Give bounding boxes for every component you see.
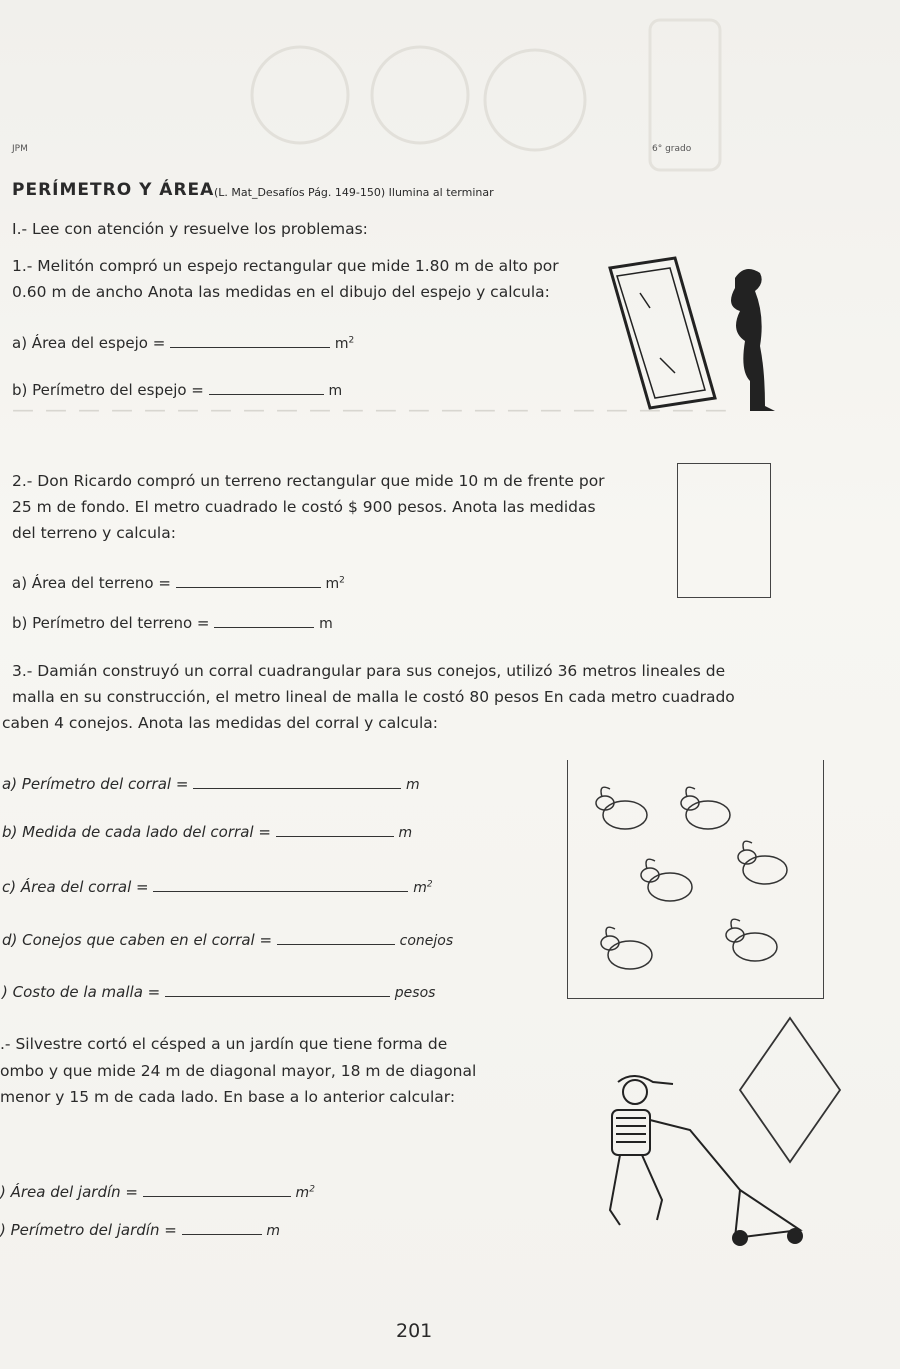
faded-background-text: — — — — — — — — — — — — — — — — — — — — — — <box>12 398 729 423</box>
problem4-area-question <box>0 1182 315 1201</box>
area-unit: $m^2$ <box>325 575 345 592</box>
problem1-line1: 1.- Melitón compró un espejo rectangular que mide 1.80 m de alto por <box>12 257 559 275</box>
boy-lawnmower-illustration <box>580 1060 830 1250</box>
problem2-line1: 2.- Don Ricardo compró un terreno rectangular que mide 10 m de frente por <box>12 472 605 490</box>
rabbits-unit: conejos <box>399 933 454 949</box>
land-perimeter-answer-field[interactable] <box>214 613 314 628</box>
problem4-line3: menor y 15 m de cada lado. En base a lo anterior calcular: <box>0 1088 456 1106</box>
problem3-line2: malla en su construcción, el metro lineal de malla le costó 80 pesos En cada metro cuadrado <box>12 688 735 706</box>
area-label: ) Área del jardín = <box>0 1183 138 1201</box>
garden-area-answer-field[interactable] <box>143 1182 291 1197</box>
grade-label: 6° grado <box>652 144 692 154</box>
problem3-perimeter-question <box>2 774 420 793</box>
page-title: PERÍMETRO Y ÁREA <box>12 180 215 200</box>
perimeter-unit: m <box>405 777 420 793</box>
cost-label: ) Costo de la malla = <box>2 983 161 1001</box>
teacher-code: JPM <box>12 144 28 154</box>
problem2-area-question <box>12 573 345 592</box>
problem2-line2: 25 m de fondo. El metro cuadrado le costó $ 900 pesos. Anota las medidas <box>12 498 596 516</box>
problem3-rabbits-question <box>2 930 453 949</box>
perimeter-label: a) Perímetro del corral = <box>2 775 189 793</box>
corral-perimeter-answer-field[interactable] <box>193 774 401 789</box>
problem3-side-question <box>2 822 412 841</box>
problem3-line1: 3.- Damián construyó un corral cuadrangular para sus conejos, utilizó 36 metros lineales de <box>12 662 726 680</box>
problem4-line1: .- Silvestre cortó el césped a un jardín que tiene forma de <box>0 1035 448 1053</box>
problem2-perimeter-question <box>12 613 333 632</box>
problem3-cost-question <box>2 982 435 1001</box>
problem2-line3: del terreno y calcula: <box>12 524 176 542</box>
perimeter-unit: m <box>319 616 333 632</box>
area-unit: $m^2$ <box>413 879 433 896</box>
side-unit: m <box>398 825 413 841</box>
area-label: a) Área del espejo = <box>12 334 166 352</box>
problem4-perimeter-question <box>0 1220 280 1239</box>
area-label: a) Área del terreno = <box>12 574 171 592</box>
corral-side-answer-field[interactable] <box>276 822 394 837</box>
perimeter-label: b) Perímetro del espejo = <box>12 381 204 399</box>
page-number: 201 <box>396 1320 433 1342</box>
mesh-cost-answer-field[interactable] <box>165 982 390 997</box>
area-unit: $m^2$ <box>334 335 355 352</box>
instruction-text: I.- Lee con atención y resuelve los problemas: <box>12 220 368 238</box>
rabbits-answer-field[interactable] <box>277 930 395 945</box>
land-rectangle-drawing[interactable] <box>677 463 771 598</box>
problem1-line2: 0.60 m de ancho Anota las medidas en el dibujo del espejo y calcula: <box>12 283 550 301</box>
problem3-area-question <box>2 877 433 896</box>
side-label: b) Medida de cada lado del corral = <box>2 823 271 841</box>
problem1-area-question <box>12 333 354 352</box>
perimeter-label: ) Perímetro del jardín = <box>0 1221 177 1239</box>
garden-perimeter-answer-field[interactable] <box>182 1220 262 1235</box>
rabbits-label: d) Conejos que caben en el corral = <box>2 931 273 949</box>
problem3-line3: caben 4 conejos. Anota las medidas del corral y calcula: <box>2 714 438 732</box>
mirror-illustration[interactable] <box>605 248 795 418</box>
perimeter-unit: m <box>328 383 343 399</box>
area-label: c) Área del corral = <box>2 878 149 896</box>
land-area-answer-field[interactable] <box>176 573 321 588</box>
area-unit: $m^2$ <box>295 1184 315 1201</box>
rabbits-illustration <box>580 775 820 995</box>
background-watermark <box>0 0 900 180</box>
corral-area-answer-field[interactable] <box>153 877 408 892</box>
perimeter-unit: m <box>266 1223 281 1239</box>
mirror-area-answer-field[interactable] <box>170 333 330 348</box>
problem1-perimeter-question <box>12 380 342 399</box>
mirror-perimeter-answer-field[interactable] <box>209 380 324 395</box>
problem4-line2: ombo y que mide 24 m de diagonal mayor, 18 m de diagonal <box>0 1062 477 1080</box>
cost-unit: pesos <box>394 985 436 1001</box>
book-reference: (L. Mat_Desafíos Pág. 149-150) Ilumina al terminar <box>214 186 494 199</box>
perimeter-label: b) Perímetro del terreno = <box>12 614 210 632</box>
